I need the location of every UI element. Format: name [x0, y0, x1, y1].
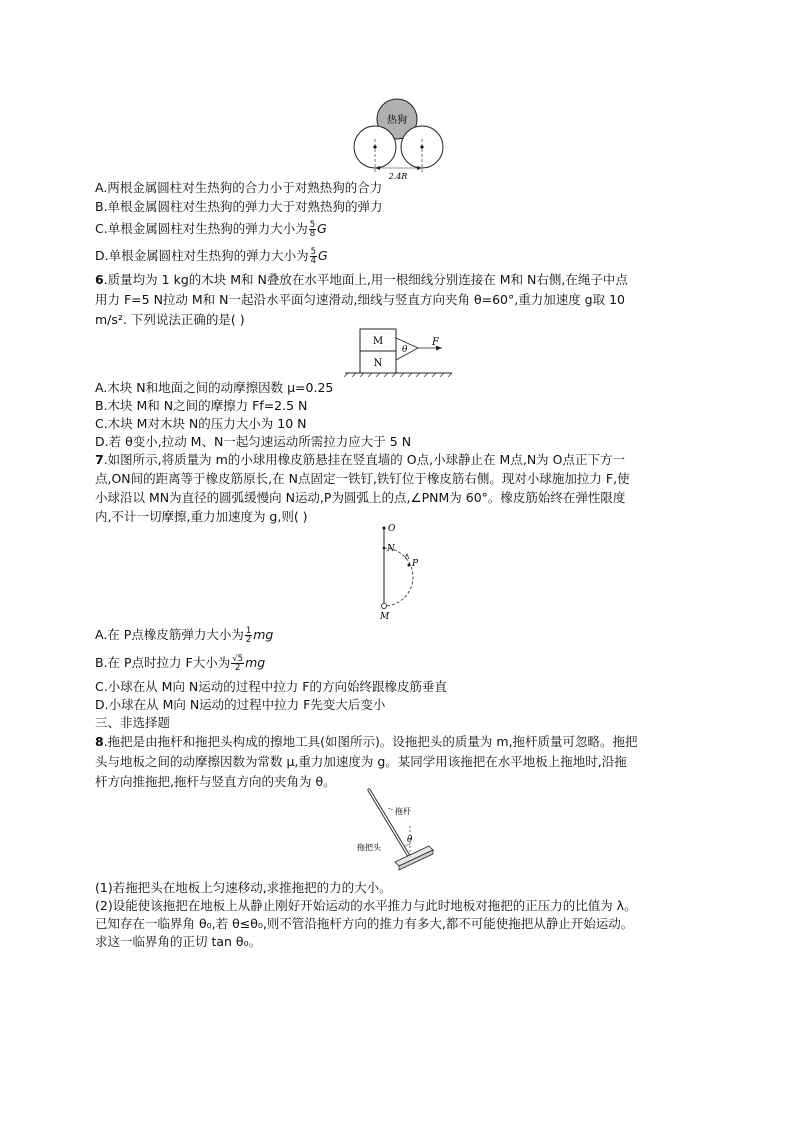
question-number: 7 [95, 452, 104, 467]
q6-option-c: C.木块 M对木块 N的压力大小为 10 N [95, 416, 307, 431]
q6-option-b: B.木块 M和 N之间的摩擦力 Ff=2.5 N [95, 398, 308, 413]
angle-theta: θ [402, 345, 408, 355]
q8-part-2-line-2: 已知存在一临界角 θ₀,若 θ≤θ₀,则不管沿拖杆方向的推力有多大,都不可能使拖把从静止开始运动。 [95, 916, 634, 931]
q7-option-d: D.小球在从 M向 N运动的过程中拉力 F先变大后变小 [95, 697, 386, 712]
q6-stem-line-3: m/s². 下列说法正确的是( ) [95, 312, 245, 327]
q8-stem-text-1: .拖把是由拖杆和拖把头构成的擦地工具(如图所示)。设拖把头的质量为 m,拖杆质量可忽略。拖把 [103, 734, 638, 749]
fraction [231, 655, 244, 672]
ball [381, 603, 386, 608]
q5-option-b: B.单根金属圆柱对生热狗的弹力大于对熟热狗的弹力 [95, 199, 383, 214]
symbol-mg: mg [253, 627, 274, 642]
hotdog-diagram [340, 95, 460, 180]
q6-option-d: D.若 θ变小,拉动 M、N一起匀速运动所需拉力应大于 5 N [95, 434, 412, 449]
angle-theta: θ [407, 835, 413, 845]
q7-option-b-text: B.在 P点时拉力 F大小为 [95, 655, 231, 670]
fraction-denominator: 2 [234, 663, 241, 673]
fraction [245, 627, 252, 644]
mop-diagram [355, 786, 445, 876]
rubber-band-diagram [370, 522, 430, 622]
q6-stem-line-1 [95, 272, 628, 288]
rod-label: 拖杆 [395, 807, 411, 816]
q7-stem-text-1: .如图所示,将质量为 m的小球用橡皮筋悬挂在竖直墙的 O点,小球静止在 M点,N为 O点正下方一 [103, 452, 625, 467]
force-f-label: F [432, 337, 439, 348]
fraction-numerator: 1 [245, 626, 252, 636]
q8-part-2-line-1: (2)设能使该拖把在地板上从静止刚好开始运动的水平推力与此时地板对拖把的正压力的比值为 λ。 [95, 898, 637, 913]
distance-label: 2.4R [388, 172, 408, 180]
q7-option-b [95, 655, 265, 672]
q8-stem-line-1 [95, 734, 638, 750]
fraction-numerator: 5 [309, 220, 316, 230]
label-p: P [412, 559, 419, 569]
blocks-figure [340, 326, 460, 378]
blocks-diagram [340, 326, 460, 378]
mop-figure [355, 786, 445, 876]
q7-option-c: C.小球在从 M向 N运动的过程中拉力 F的方向始终跟橡皮筋垂直 [95, 679, 447, 694]
q5-option-c-text: C.单根金属圆柱对生热狗的弹力大小为 [95, 221, 308, 236]
q8-part-1: (1)若拖把头在地板上匀速移动,求推拖把的力的大小。 [95, 880, 392, 895]
block-n-label: N [373, 358, 383, 369]
symbol-g: G [317, 221, 327, 236]
question-number: 8 [95, 734, 104, 749]
arc-path [384, 548, 413, 606]
q5-option-d-text: D.单根金属圆柱对生热狗的弹力大小为 [95, 248, 309, 263]
q6-option-a: A.木块 N和地面之间的动摩擦因数 μ=0.25 [95, 380, 334, 395]
hot-dog-label: 热狗 [387, 115, 407, 126]
symbol-g: G [318, 248, 328, 263]
label-m: M [380, 612, 390, 622]
q5-option-a: A.两根金属圆柱对生热狗的合力小于对熟热狗的合力 [95, 180, 383, 195]
q8-stem-line-2: 头与地板之间的动摩擦因数为常数 μ,重力加速度为 g。某同学用该拖把在水平地板上拖地时,沿拖 [95, 754, 627, 769]
q6-stem-line-2: 用力 F=5 N拉动 M和 N一起沿水平面匀速滑动,细线与竖直方向夹角 θ=60°,重力加速度 g取 10 [95, 292, 625, 307]
q7-stem-line-4: 内,不计一切摩擦,重力加速度为 g,则( ) [95, 509, 308, 524]
fraction-numerator: 5 [310, 247, 317, 257]
fraction-denominator: 4 [310, 256, 317, 266]
q8-stem-line-3: 杆方向推拖把,拖杆与竖直方向的夹角为 θ。 [95, 774, 336, 789]
section-title: 三、非选择题 [95, 715, 171, 730]
block-m-label: M [372, 336, 384, 347]
fraction-denominator: 2 [245, 635, 252, 645]
rubber-band-figure [370, 522, 430, 622]
fraction [309, 221, 316, 238]
q7-option-a [95, 627, 273, 644]
fraction-denominator: 8 [309, 229, 316, 239]
q8-part-2-line-3: 求这一临界角的正切 tan θ₀。 [95, 934, 262, 949]
label-o: O [388, 524, 396, 534]
hotdog-figure [340, 95, 460, 180]
question-number: 6 [95, 272, 104, 287]
head-label: 拖把头 [357, 843, 381, 852]
q7-stem-line-1 [95, 452, 625, 468]
q7-stem-line-2: 点,ON间的距离等于橡皮筋原长,在 N点固定一铁钉,铁钉位于橡皮筋右侧。现对小球施加拉力 F,使 [95, 471, 630, 486]
fraction-numerator: √5 [232, 654, 244, 664]
q7-option-a-text: A.在 P点橡皮筋弹力大小为 [95, 627, 244, 642]
fraction [310, 248, 317, 265]
q5-option-d [95, 248, 328, 265]
q6-stem-text-1: .质量均为 1 kg的木块 M和 N叠放在水平地面上,用一根细线分别连接在 M和 N右侧,在绳子中点 [103, 272, 628, 287]
q7-stem-line-3: 小球沿以 MN为直径的圆弧缓慢向 N运动,P为圆弧上的点,∠PNM为 60°。橡皮筋始终在弹性限度 [95, 490, 626, 505]
label-n: N [387, 544, 395, 554]
symbol-mg: mg [245, 655, 266, 670]
q5-option-c [95, 221, 327, 238]
